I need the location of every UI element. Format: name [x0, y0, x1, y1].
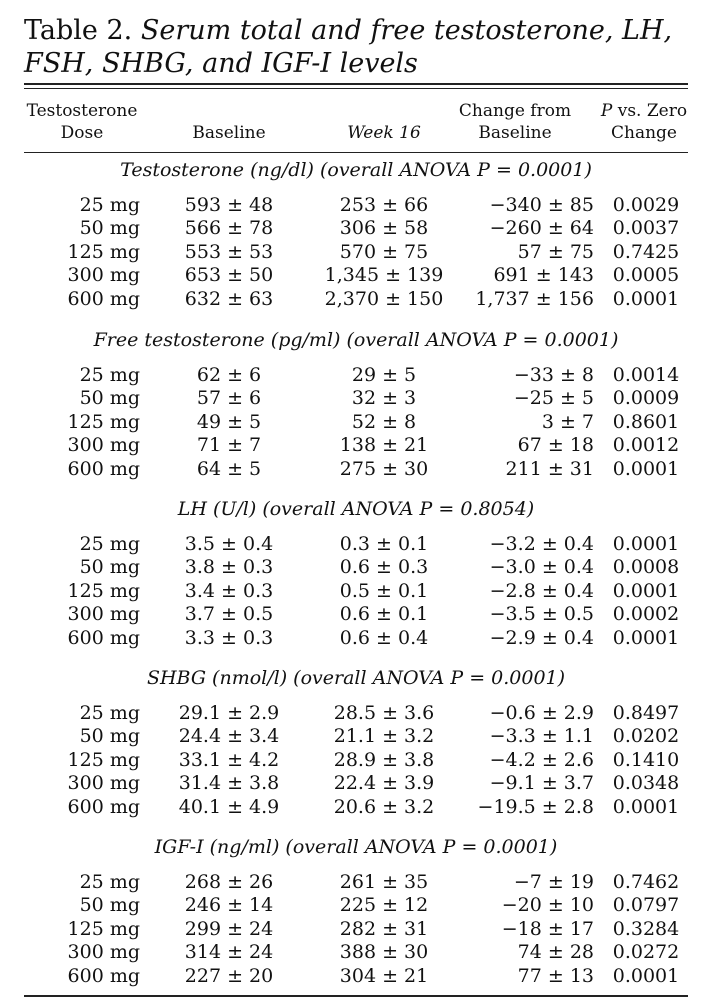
cell-week16: 275 ± 30: [339, 457, 429, 480]
table-row: [24, 434, 688, 457]
cell-week16: 388 ± 30: [339, 941, 429, 964]
cell-baseline: 3.3 ± 0.3: [184, 626, 274, 649]
table-row: [24, 871, 688, 894]
cell-baseline: 64 ± 5: [196, 457, 262, 480]
cell-change: 691 ± 143: [493, 264, 594, 287]
cell-change: −2.8 ± 0.4: [489, 579, 594, 602]
cell-baseline: 31.4 ± 3.8: [178, 772, 280, 795]
cell-p: 0.0029: [612, 194, 680, 216]
cell-dose: 600 mg: [67, 795, 140, 818]
table-row: [24, 458, 688, 481]
table-row: [24, 603, 688, 626]
cell-change: −3.3 ± 1.1: [489, 725, 594, 748]
cell-change: 67 ± 18: [517, 434, 594, 457]
table-row: [24, 965, 688, 988]
cell-p: 0.7462: [612, 871, 680, 893]
cell-baseline: 49 ± 5: [196, 410, 262, 433]
header-dose: Testosterone Dose: [26, 101, 138, 143]
table-row: [24, 749, 688, 772]
cell-p: 0.1410: [612, 748, 680, 771]
cell-change: −3.5 ± 0.5: [489, 603, 594, 626]
cell-baseline: 24.4 ± 3.4: [178, 725, 280, 748]
cell-change: −260 ± 64: [489, 217, 594, 240]
cell-week16: 0.3 ± 0.1: [339, 533, 429, 555]
table-row: [24, 796, 688, 819]
table-row: [24, 264, 688, 287]
header-week16: Week 16: [347, 123, 421, 143]
header-rule: [24, 152, 688, 153]
cell-dose: 125 mg: [67, 240, 140, 263]
cell-p: 0.0001: [612, 579, 680, 602]
cell-baseline: 227 ± 20: [184, 964, 274, 987]
cell-p: 0.0001: [612, 626, 680, 649]
cell-week16: 29 ± 5: [351, 364, 417, 386]
cell-week16: 0.6 ± 0.1: [339, 603, 429, 626]
header-change: Change from Baseline: [458, 101, 572, 143]
table-row: [24, 288, 688, 311]
cell-dose: 300 mg: [67, 434, 140, 457]
bottom-rule: [24, 995, 688, 997]
cell-change: −340 ± 85: [489, 194, 594, 216]
cell-week16: 261 ± 35: [339, 871, 429, 893]
cell-week16: 22.4 ± 3.9: [333, 772, 435, 795]
cell-week16: 304 ± 21: [339, 964, 429, 987]
cell-baseline: 553 ± 53: [184, 240, 274, 263]
cell-p: 0.0014: [612, 364, 680, 386]
cell-week16: 306 ± 58: [339, 217, 429, 240]
table-row: [24, 918, 688, 941]
table-label: Table 2.: [24, 15, 133, 46]
cell-change: −4.2 ± 2.6: [489, 748, 594, 771]
cell-baseline: 71 ± 7: [196, 434, 262, 457]
table-row: [24, 217, 688, 240]
cell-dose: 50 mg: [79, 387, 140, 410]
cell-change: 3 ± 7: [541, 410, 594, 433]
cell-change: −2.9 ± 0.4: [489, 626, 594, 649]
section-heading: IGF-I (ng/ml) (overall ANOVA P = 0.0001): [154, 836, 558, 858]
table-title: [24, 14, 694, 80]
cell-p: 0.0009: [612, 387, 680, 410]
cell-p: 0.8601: [612, 410, 680, 433]
cell-dose: 125 mg: [67, 917, 140, 940]
cell-dose: 50 mg: [79, 894, 140, 917]
table-row: [24, 411, 688, 434]
cell-baseline: 593 ± 48: [184, 194, 274, 216]
cell-dose: 25 mg: [79, 871, 140, 893]
cell-dose: 600 mg: [67, 626, 140, 649]
cell-baseline: 566 ± 78: [184, 217, 274, 240]
header-p: P vs. Zero Change: [600, 101, 688, 143]
cell-dose: 50 mg: [79, 556, 140, 579]
cell-dose: 125 mg: [67, 579, 140, 602]
cell-change: −33 ± 8: [513, 364, 594, 386]
cell-dose: 125 mg: [67, 748, 140, 771]
cell-change: −19.5 ± 2.8: [477, 795, 594, 818]
table-row: [24, 241, 688, 264]
cell-change: −7 ± 19: [513, 871, 594, 893]
cell-change: −3.2 ± 0.4: [489, 533, 594, 555]
table-caption: Serum total and free testosterone, LH, FSH, SHBG, and IGF-I levels: [24, 15, 673, 79]
cell-week16: 253 ± 66: [339, 194, 429, 216]
section-heading: Free testosterone (pg/ml) (overall ANOVA P = 0.0001): [93, 329, 619, 351]
cell-week16: 20.6 ± 3.2: [333, 795, 435, 818]
cell-dose: 25 mg: [79, 702, 140, 724]
cell-baseline: 57 ± 6: [196, 387, 262, 410]
cell-dose: 300 mg: [67, 772, 140, 795]
cell-p: 0.0001: [612, 533, 680, 555]
table-row: [24, 725, 688, 748]
cell-change: 57 ± 75: [517, 240, 594, 263]
cell-baseline: 653 ± 50: [184, 264, 274, 287]
cell-dose: 50 mg: [79, 725, 140, 748]
cell-week16: 28.9 ± 3.8: [333, 748, 435, 771]
table-row: [24, 702, 688, 725]
cell-baseline: 3.7 ± 0.5: [184, 603, 274, 626]
cell-change: −0.6 ± 2.9: [489, 702, 594, 724]
cell-p: 0.0348: [612, 772, 680, 795]
cell-p: 0.0001: [612, 287, 680, 310]
table-row: [24, 533, 688, 556]
cell-p: 0.0002: [612, 603, 680, 626]
table-row: [24, 627, 688, 650]
table-row: [24, 772, 688, 795]
cell-change: 77 ± 13: [517, 964, 594, 987]
cell-week16: 28.5 ± 3.6: [333, 702, 435, 724]
cell-change: −18 ± 17: [501, 917, 594, 940]
cell-dose: 600 mg: [67, 457, 140, 480]
cell-dose: 25 mg: [79, 194, 140, 216]
cell-week16: 0.6 ± 0.4: [339, 626, 429, 649]
cell-change: −25 ± 5: [513, 387, 594, 410]
cell-baseline: 268 ± 26: [184, 871, 274, 893]
cell-change: −9.1 ± 3.7: [489, 772, 594, 795]
cell-p: 0.0202: [612, 725, 680, 748]
cell-baseline: 29.1 ± 2.9: [178, 702, 280, 724]
cell-dose: 25 mg: [79, 533, 140, 555]
cell-baseline: 246 ± 14: [184, 894, 274, 917]
header-baseline: Baseline: [192, 123, 266, 143]
top-rule-1: [24, 83, 688, 85]
table-row: [24, 941, 688, 964]
cell-p: 0.0005: [612, 264, 680, 287]
table-row: [24, 387, 688, 410]
table-row: [24, 580, 688, 603]
cell-week16: 225 ± 12: [339, 894, 429, 917]
cell-dose: 300 mg: [67, 941, 140, 964]
table-row: [24, 894, 688, 917]
cell-baseline: 299 ± 24: [184, 917, 274, 940]
cell-dose: 125 mg: [67, 410, 140, 433]
cell-baseline: 33.1 ± 4.2: [178, 748, 280, 771]
cell-change: 74 ± 28: [517, 941, 594, 964]
cell-baseline: 632 ± 63: [184, 287, 274, 310]
cell-p: 0.7425: [612, 240, 680, 263]
cell-change: −3.0 ± 0.4: [489, 556, 594, 579]
cell-week16: 0.6 ± 0.3: [339, 556, 429, 579]
cell-change: −20 ± 10: [501, 894, 594, 917]
cell-p: 0.0012: [612, 434, 680, 457]
cell-week16: 1,345 ± 139: [324, 264, 444, 287]
cell-week16: 52 ± 8: [351, 410, 417, 433]
cell-p: 0.0001: [612, 964, 680, 987]
cell-baseline: 3.5 ± 0.4: [184, 533, 274, 555]
cell-p: 0.3284: [612, 917, 680, 940]
top-rule-2: [24, 88, 688, 89]
section-heading: Testosterone (ng/dl) (overall ANOVA P = 0.0001): [120, 159, 592, 181]
cell-p: 0.0797: [612, 894, 680, 917]
cell-week16: 21.1 ± 3.2: [333, 725, 435, 748]
cell-baseline: 314 ± 24: [184, 941, 274, 964]
cell-week16: 2,370 ± 150: [324, 287, 444, 310]
cell-week16: 138 ± 21: [339, 434, 429, 457]
cell-p: 0.0008: [612, 556, 680, 579]
cell-p: 0.0272: [612, 941, 680, 964]
cell-baseline: 62 ± 6: [196, 364, 262, 386]
section-heading: LH (U/l) (overall ANOVA P = 0.8054): [177, 498, 535, 520]
cell-dose: 300 mg: [67, 264, 140, 287]
cell-week16: 32 ± 3: [351, 387, 417, 410]
cell-baseline: 3.8 ± 0.3: [184, 556, 274, 579]
cell-dose: 600 mg: [67, 964, 140, 987]
cell-dose: 300 mg: [67, 603, 140, 626]
cell-p: 0.8497: [612, 702, 680, 724]
cell-change: 1,737 ± 156: [475, 287, 594, 310]
cell-dose: 600 mg: [67, 287, 140, 310]
section-heading: SHBG (nmol/l) (overall ANOVA P = 0.0001): [146, 667, 566, 689]
table-row: [24, 364, 688, 387]
cell-dose: 50 mg: [79, 217, 140, 240]
cell-p: 0.0001: [612, 457, 680, 480]
cell-baseline: 40.1 ± 4.9: [178, 795, 280, 818]
cell-p: 0.0037: [612, 217, 680, 240]
cell-week16: 282 ± 31: [339, 917, 429, 940]
table-row: [24, 194, 688, 217]
cell-baseline: 3.4 ± 0.3: [184, 579, 274, 602]
cell-change: 211 ± 31: [505, 457, 594, 480]
cell-week16: 0.5 ± 0.1: [339, 579, 429, 602]
cell-week16: 570 ± 75: [339, 240, 429, 263]
cell-dose: 25 mg: [79, 364, 140, 386]
cell-p: 0.0001: [612, 795, 680, 818]
table-row: [24, 556, 688, 579]
